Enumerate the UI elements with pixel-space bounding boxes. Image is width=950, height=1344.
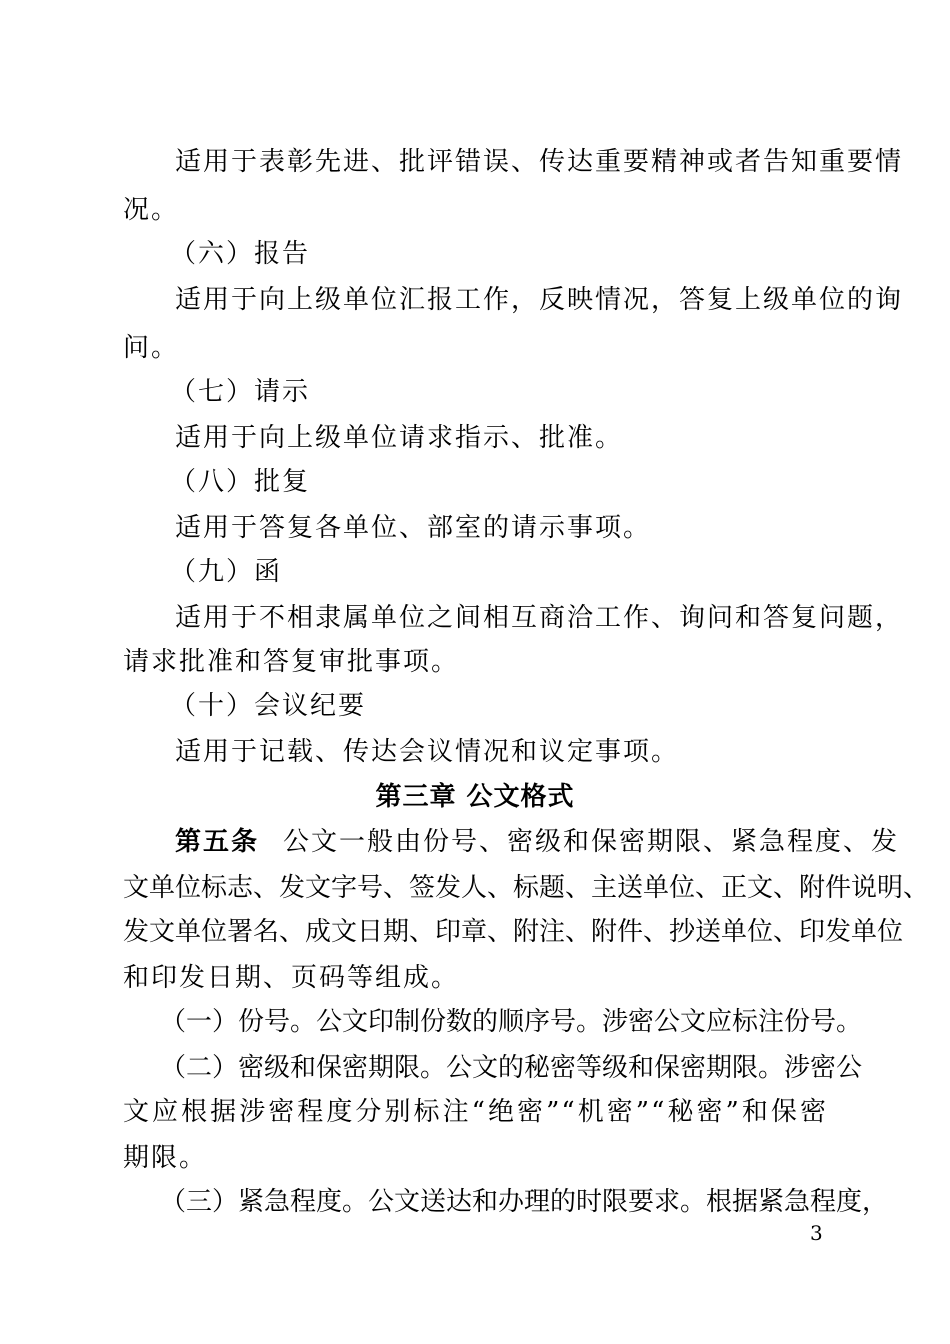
article-line: 文单位标志、发文字号、签发人、标题、主送单位、正文、附件说明、 (123, 873, 930, 903)
subsection-heading: （九）函 (170, 557, 283, 587)
page-number: 3 (810, 1221, 823, 1245)
article-line: 和印发日期、页码等组成。 (123, 963, 460, 993)
subsection-heading: （六）报告 (170, 239, 311, 269)
item-line: （一）份号。公文印制份数的顺序号。涉密公文应标注份号。 (160, 1007, 863, 1037)
article-line: 发文单位署名、成文日期、印章、附注、附件、抄送单位、印发单位 (123, 917, 904, 947)
body-line: 况。 (123, 195, 180, 225)
subsection-heading: （八）批复 (170, 467, 311, 497)
body-line: 适用于向上级单位请求指示、批准。 (175, 423, 624, 453)
article-line: 公文一般由份号、密级和保密期限、紧急程度、发 (283, 827, 900, 857)
item-line: 期限。 (123, 1143, 208, 1173)
body-line: 请求批准和答复审批事项。 (123, 647, 460, 677)
body-line: 适用于不相隶属单位之间相互商洽工作、询问和答复问题， (175, 603, 904, 633)
item-line: （二）密级和保密期限。公文的秘密等级和保密期限。涉密公 (160, 1053, 863, 1083)
article-label: 第五条 (175, 827, 260, 857)
body-line: 适用于答复各单位、部室的请示事项。 (175, 513, 652, 543)
subsection-heading: （十）会议纪要 (170, 691, 367, 721)
item-line: 文应根据涉密程度分别标注“绝密”“机密”“秘密”和保密 (123, 1097, 828, 1127)
body-line: 问。 (123, 333, 180, 363)
body-line: 适用于向上级单位汇报工作，反映情况，答复上级单位的询 (175, 285, 904, 315)
item-line: （三）紧急程度。公文送达和办理的时限要求。根据紧急程度， (160, 1187, 889, 1217)
chapter-heading: 第三章 公文格式 (375, 782, 575, 812)
subsection-heading: （七）请示 (170, 377, 311, 407)
body-line: 适用于记载、传达会议情况和议定事项。 (175, 737, 680, 767)
body-line: 适用于表彰先进、批评错误、传达重要精神或者告知重要情 (175, 147, 904, 177)
